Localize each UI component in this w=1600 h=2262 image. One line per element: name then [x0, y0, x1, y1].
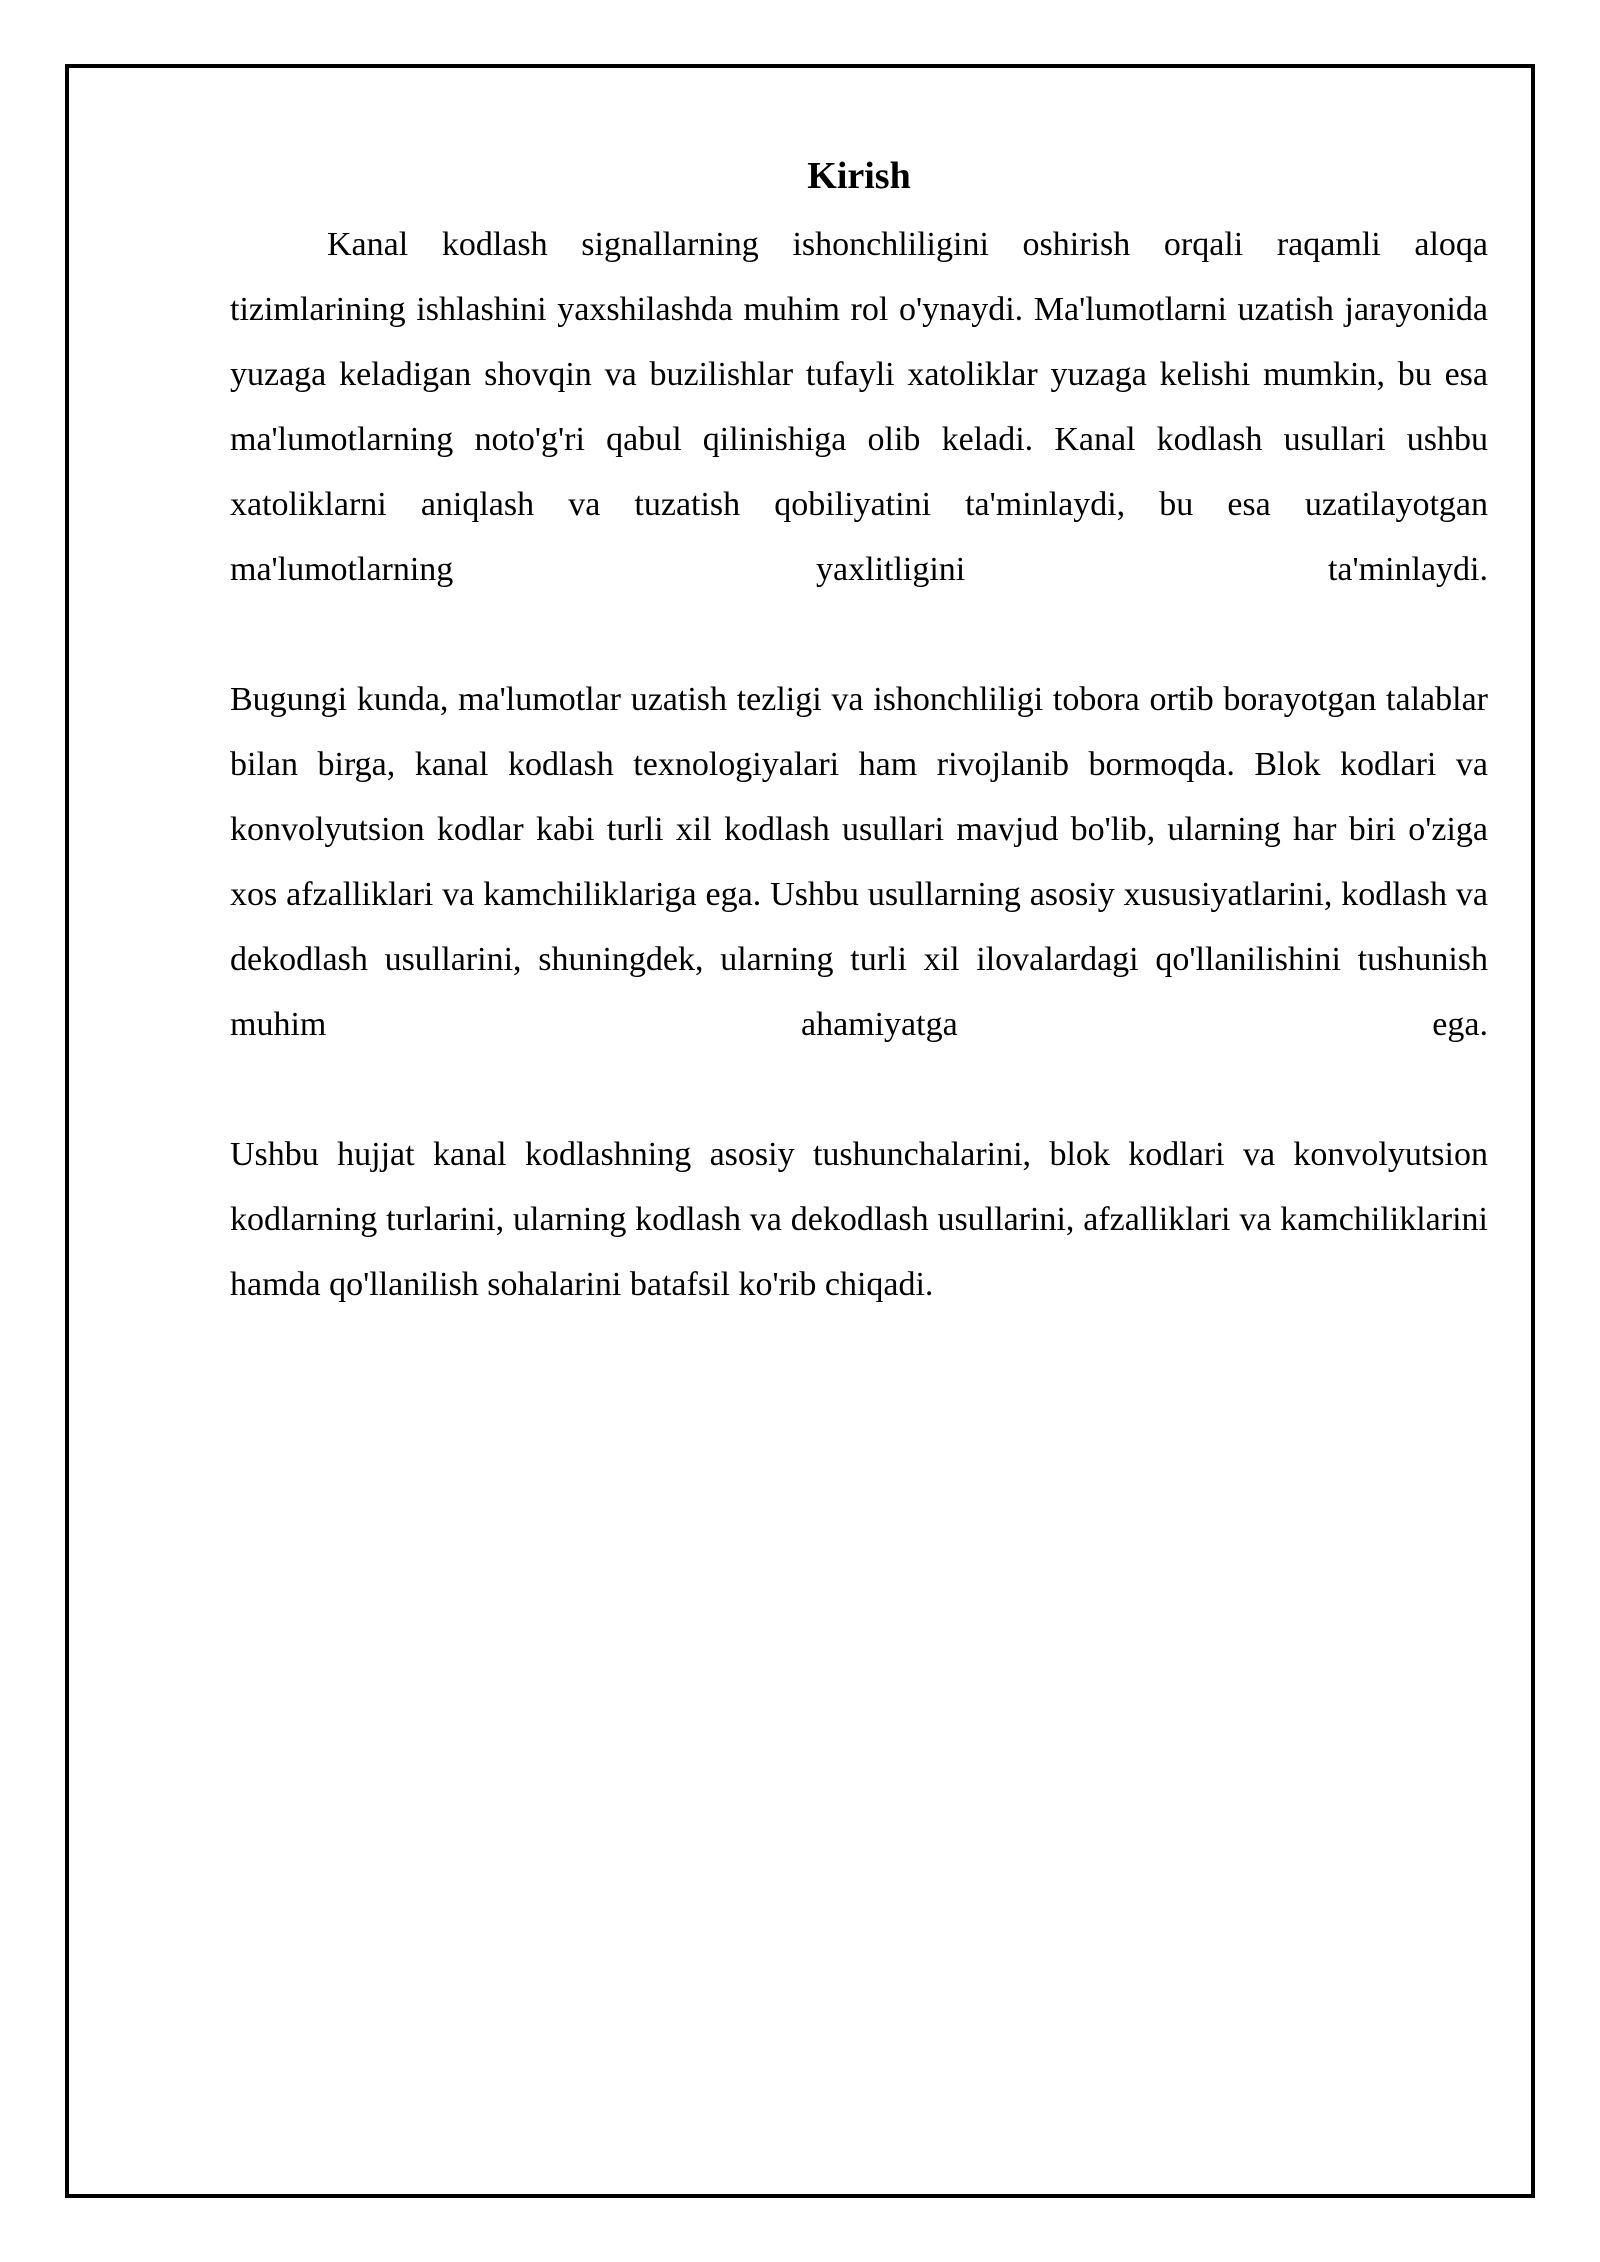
document-title: Kirish — [807, 155, 911, 197]
paragraph-2: Bugungi kunda, ma'lumotlar uzatish tezligi va ishonchliligi tobora ortib borayotgan talablar bilan birga, kanal kodlash texnologiyalari ham rivojlanib bormoqda. Blok kodlari va konvolyutsion kodlar kabi turli xil kodlash usullari mavjud bo'lib, ularning har biri o'ziga xos afzalliklari va kamchiliklariga ega. Ushbu usullarning asosiy xususiyatlarini, kodlash va dekodlash usullarini, shuningdek, ularning turli xil ilovalardagi qo'llanilishini tushunish muhim ahamiyatga ega. — [230, 681, 1488, 1043]
document-body — [230, 150, 1488, 1382]
paragraph-1: Kanal kodlash signallarning ishonchliligini oshirish orqali raqamli aloqa tizimlarining ishlashini yaxshilashda muhim rol o'ynaydi. Ma'lumotlarni uzatish jarayonida yuzaga keladigan shovqin va buzilishlar tufayli xatoliklar yuzaga kelishi mumkin, bu esa ma'lumotlarning noto'g'ri qabul qilinishiga olib keladi. Kanal kodlash usullari ushbu xatoliklarni aniqlash va tuzatish qobiliyatini ta'minlaydi, bu esa uzatilayotgan ma'lumotlarning yaxlitligini ta'minlaydi. — [230, 226, 1488, 588]
paragraph-3: Ushbu hujjat kanal kodlashning asosiy tushunchalarini, blok kodlari va konvolyutsion kodlarning turlarini, ularning kodlash va dekodlash usullarini, afzalliklari va kamchiliklarini hamda qo'llanilish sohalarini batafsil ko'rib chiqadi. — [230, 1136, 1488, 1303]
